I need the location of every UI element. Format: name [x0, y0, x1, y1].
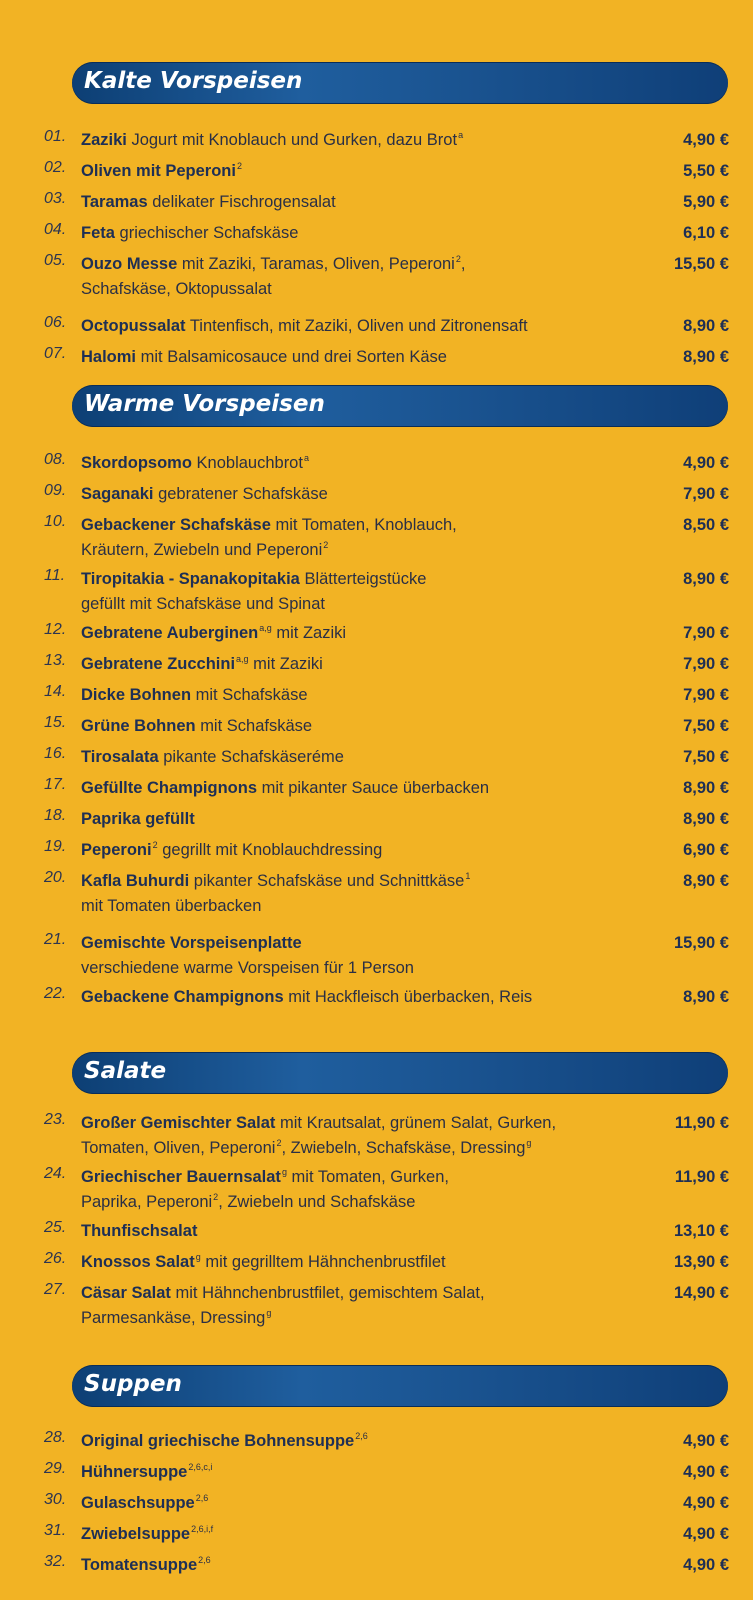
- item-description: Jogurt mit Knoblauch und Gurken, dazu Brot: [131, 131, 458, 149]
- item-name: Gemischte Vorspeisenplatte: [81, 934, 302, 952]
- section-title: Kalte Vorspeisen: [84, 68, 303, 94]
- item-description-line2: Parmesankäse, Dressing: [81, 1309, 266, 1327]
- item-number: 32.: [44, 1553, 67, 1570]
- item-price: 14,90 €: [673, 1284, 729, 1302]
- item-name: Skordopsomo: [81, 454, 192, 472]
- item-description-line2: Paprika, Peperoni: [81, 1193, 213, 1211]
- item-description: gebratener Schafskäse: [158, 485, 328, 503]
- item-number: 16.: [44, 745, 67, 762]
- item-text: [81, 221, 641, 246]
- allergen-note: 2,6,c,i: [188, 1462, 213, 1472]
- item-text: [81, 1250, 641, 1275]
- item-description-line2: Tomaten, Oliven, Peperoni: [81, 1139, 276, 1157]
- item-price: 6,10 €: [683, 224, 729, 242]
- item-text: [81, 985, 641, 1010]
- item-name: Thunfischsalat: [81, 1222, 198, 1240]
- section-title: Suppen: [84, 1371, 182, 1397]
- item-text: [81, 1281, 641, 1331]
- item-number: 15.: [44, 714, 67, 731]
- item-text: [81, 652, 641, 677]
- item-price: 15,90 €: [673, 934, 729, 952]
- item-name: Großer Gemischter Salat: [81, 1114, 276, 1132]
- allergen-note: 2,6: [195, 1493, 209, 1503]
- item-number: 25.: [44, 1219, 67, 1236]
- section-title: Salate: [84, 1058, 167, 1084]
- item-text: [81, 1111, 641, 1161]
- item-number: 18.: [44, 807, 67, 824]
- item-number: 20.: [44, 869, 67, 886]
- item-text: [81, 159, 641, 184]
- item-text: [81, 314, 641, 339]
- item-number: 24.: [44, 1165, 67, 1182]
- item-text: [81, 1491, 641, 1516]
- item-number: 22.: [44, 985, 67, 1002]
- item-name: Gefüllte Champignons: [81, 779, 258, 797]
- item-description-line2: , Zwiebeln, Schafskäse, Dressing: [281, 1139, 526, 1157]
- item-price: 6,90 €: [683, 841, 729, 859]
- item-number: 13.: [44, 652, 67, 669]
- item-number: 30.: [44, 1491, 67, 1508]
- allergen-note: a: [458, 130, 464, 140]
- item-price: 8,90 €: [683, 810, 729, 828]
- item-number: 07.: [44, 345, 67, 362]
- item-name: Gebackener Schafskäse: [81, 516, 271, 534]
- item-description-line2: mit Tomaten überbacken: [81, 897, 262, 915]
- item-number: 29.: [44, 1460, 67, 1477]
- item-text: [81, 1460, 641, 1485]
- item-text: [81, 1165, 641, 1215]
- item-text: [81, 128, 641, 153]
- item-description-line2: Kräutern, Zwiebeln und Peperoni: [81, 541, 323, 559]
- item-number: 09.: [44, 482, 67, 499]
- item-price: 4,90 €: [683, 1525, 729, 1543]
- allergen-note: g: [195, 1252, 201, 1262]
- item-description: mit Schafskäse: [200, 717, 313, 735]
- item-description: mit Schafskäse: [195, 686, 308, 704]
- item-name: Ouzo Messe: [81, 255, 178, 273]
- item-number: 23.: [44, 1111, 67, 1128]
- item-number: 10.: [44, 513, 67, 530]
- item-description: mit Balsamicosauce und drei Sorten Käse: [140, 348, 447, 366]
- item-number: 21.: [44, 931, 67, 948]
- item-name: Octopussalat: [81, 317, 186, 335]
- item-name: Halomi: [81, 348, 137, 366]
- item-price: 7,50 €: [683, 717, 729, 735]
- item-price: 4,90 €: [683, 1463, 729, 1481]
- item-number: 11.: [44, 567, 66, 584]
- item-number: 14.: [44, 683, 67, 700]
- item-number: 06.: [44, 314, 67, 331]
- item-text: [81, 838, 641, 863]
- item-description-line2: gefüllt mit Schafskäse und Spinat: [81, 595, 325, 613]
- item-name: Knossos Salat: [81, 1253, 195, 1271]
- item-name: Griechischer Bauernsalat: [81, 1168, 281, 1186]
- item-description: griechischer Schafskäse: [119, 224, 299, 242]
- item-price: 8,50 €: [683, 516, 729, 534]
- allergen-note: 1: [465, 871, 471, 881]
- item-name: Gebratene Auberginen: [81, 624, 259, 642]
- allergen-note: 2: [213, 1192, 219, 1202]
- item-name: Tirosalata: [81, 748, 159, 766]
- item-text: [81, 190, 641, 215]
- item-description-line2: , Zwiebeln und Schafskäse: [218, 1193, 416, 1211]
- item-price: 4,90 €: [683, 1432, 729, 1450]
- item-number: 19.: [44, 838, 67, 855]
- item-name: Gebratene Zucchini: [81, 655, 236, 673]
- item-description-line2: Schafskäse, Oktopussalat: [81, 280, 272, 298]
- item-name: Peperoni: [81, 841, 152, 859]
- item-name: Taramas: [81, 193, 148, 211]
- item-description: delikater Fischrogensalat: [152, 193, 336, 211]
- item-price: 4,90 €: [683, 1494, 729, 1512]
- item-price: 5,90 €: [683, 193, 729, 211]
- item-number: 03.: [44, 190, 67, 207]
- item-price: 5,50 €: [683, 162, 729, 180]
- item-description: mit Zaziki: [276, 624, 347, 642]
- allergen-note: 2: [152, 840, 158, 850]
- item-description: mit Zaziki, Taramas, Oliven, Peperoni: [181, 255, 455, 273]
- allergen-note: g: [281, 1167, 287, 1177]
- item-name: Feta: [81, 224, 115, 242]
- item-text: [81, 345, 641, 370]
- item-price: 8,90 €: [683, 779, 729, 797]
- allergen-note: 2,6: [355, 1431, 368, 1441]
- item-price: 11,90 €: [674, 1168, 729, 1186]
- item-price: 7,90 €: [683, 485, 729, 503]
- item-number: 27.: [44, 1281, 67, 1298]
- allergen-note: a,g: [259, 623, 272, 633]
- section-banner: [72, 385, 728, 427]
- item-price: 4,90 €: [683, 1556, 729, 1574]
- item-price: 8,90 €: [683, 348, 729, 366]
- item-description: pikanter Schafskäse und Schnittkäse: [193, 872, 465, 890]
- item-text: [81, 869, 641, 919]
- item-text: [81, 621, 641, 646]
- item-text: [81, 931, 641, 981]
- item-text: [81, 683, 641, 708]
- item-description: mit Tomaten, Gurken,: [291, 1168, 449, 1186]
- allergen-note: 2: [455, 254, 461, 264]
- allergen-note: g: [266, 1308, 272, 1318]
- item-price: 13,10 €: [673, 1222, 729, 1240]
- item-text: [81, 252, 641, 302]
- item-description: mit Hähnchenbrustfilet, gemischtem Salat,: [175, 1284, 485, 1302]
- item-number: 12.: [44, 621, 67, 638]
- allergen-note: a,g: [236, 654, 249, 664]
- item-text: [81, 745, 641, 770]
- allergen-note: 2,6,i,f: [191, 1524, 214, 1534]
- item-name: Saganaki: [81, 485, 154, 503]
- item-description: gegrillt mit Knoblauchdressing: [162, 841, 383, 859]
- item-number: 26.: [44, 1250, 67, 1267]
- item-price: 15,50 €: [673, 255, 729, 273]
- item-price: 7,90 €: [683, 624, 729, 642]
- item-price: 7,90 €: [683, 655, 729, 673]
- item-description: pikante Schafskäseréme: [163, 748, 344, 766]
- item-description: mit Tomaten, Knoblauch,: [275, 516, 457, 534]
- allergen-note: 2: [323, 540, 329, 550]
- item-text: [81, 1522, 641, 1547]
- item-description: Tintenfisch, mit Zaziki, Oliven und Zitronensaft: [189, 317, 528, 335]
- item-number: 28.: [44, 1429, 67, 1446]
- item-text: [81, 1429, 641, 1454]
- item-name: Tomatensuppe: [81, 1556, 198, 1574]
- item-name: Gebackene Champignons: [81, 988, 284, 1006]
- section-title: Warme Vorspeisen: [84, 391, 325, 417]
- item-name: Dicke Bohnen: [81, 686, 192, 704]
- section-banner: [72, 62, 728, 104]
- item-number: 17.: [44, 776, 67, 793]
- item-name: Oliven mit Peperoni: [81, 162, 236, 180]
- item-price: 8,90 €: [683, 317, 729, 335]
- item-text: [81, 1553, 641, 1578]
- item-price: 7,50 €: [683, 748, 729, 766]
- allergen-note: 2: [236, 161, 242, 171]
- item-number: 31.: [44, 1522, 67, 1539]
- item-description: mit Krautsalat, grünem Salat, Gurken,: [280, 1114, 557, 1132]
- item-number: 05.: [44, 252, 67, 269]
- item-number: 08.: [44, 451, 67, 468]
- item-name: Grüne Bohnen: [81, 717, 196, 735]
- item-name: Paprika gefüllt: [81, 810, 195, 828]
- item-text: [81, 1219, 641, 1244]
- item-text: [81, 776, 641, 801]
- item-price: 4,90 €: [683, 131, 729, 149]
- item-description: Knoblauchbrot: [196, 454, 303, 472]
- item-text: [81, 714, 641, 739]
- item-description: mit pikanter Sauce überbacken: [261, 779, 490, 797]
- item-name: Hühnersuppe: [81, 1463, 188, 1481]
- item-number: 02.: [44, 159, 67, 176]
- item-price: 8,90 €: [683, 570, 729, 588]
- item-name: Original griechische Bohnensuppe: [81, 1432, 355, 1450]
- item-price: 8,90 €: [683, 872, 729, 890]
- item-number: 04.: [44, 221, 67, 238]
- item-text: [81, 451, 641, 476]
- item-price: 8,90 €: [683, 988, 729, 1006]
- item-text: [81, 807, 641, 832]
- item-price: 13,90 €: [673, 1253, 729, 1271]
- item-name: Cäsar Salat: [81, 1284, 171, 1302]
- item-name: Tiropitakia - Spanakopitakia: [81, 570, 300, 588]
- allergen-note: a: [303, 453, 309, 463]
- item-price: 11,90 €: [674, 1114, 729, 1132]
- item-name: Zaziki: [81, 131, 127, 149]
- item-description: mit gegrilltem Hähnchenbrustfilet: [205, 1253, 446, 1271]
- item-name: Kafla Buhurdi: [81, 872, 190, 890]
- item-price: 4,90 €: [683, 454, 729, 472]
- item-text: [81, 513, 641, 563]
- item-description: ,: [460, 255, 466, 273]
- item-name: Gulaschsuppe: [81, 1494, 195, 1512]
- item-description-line2: verschiedene warme Vorspeisen für 1 Person: [81, 959, 414, 977]
- item-number: 01.: [44, 128, 67, 145]
- section-banner: [72, 1365, 728, 1407]
- item-description: mit Zaziki: [253, 655, 323, 673]
- item-price: 7,90 €: [683, 686, 729, 704]
- item-text: [81, 482, 641, 507]
- section-banner: [72, 1052, 728, 1094]
- item-name: Zwiebelsuppe: [81, 1525, 191, 1543]
- allergen-note: 2: [276, 1138, 282, 1148]
- item-description: Blätterteigstücke: [304, 570, 427, 588]
- item-description: mit Hackfleisch überbacken, Reis: [288, 988, 533, 1006]
- allergen-note: g: [526, 1138, 532, 1148]
- item-text: [81, 567, 641, 617]
- allergen-note: 2,6: [198, 1555, 211, 1565]
